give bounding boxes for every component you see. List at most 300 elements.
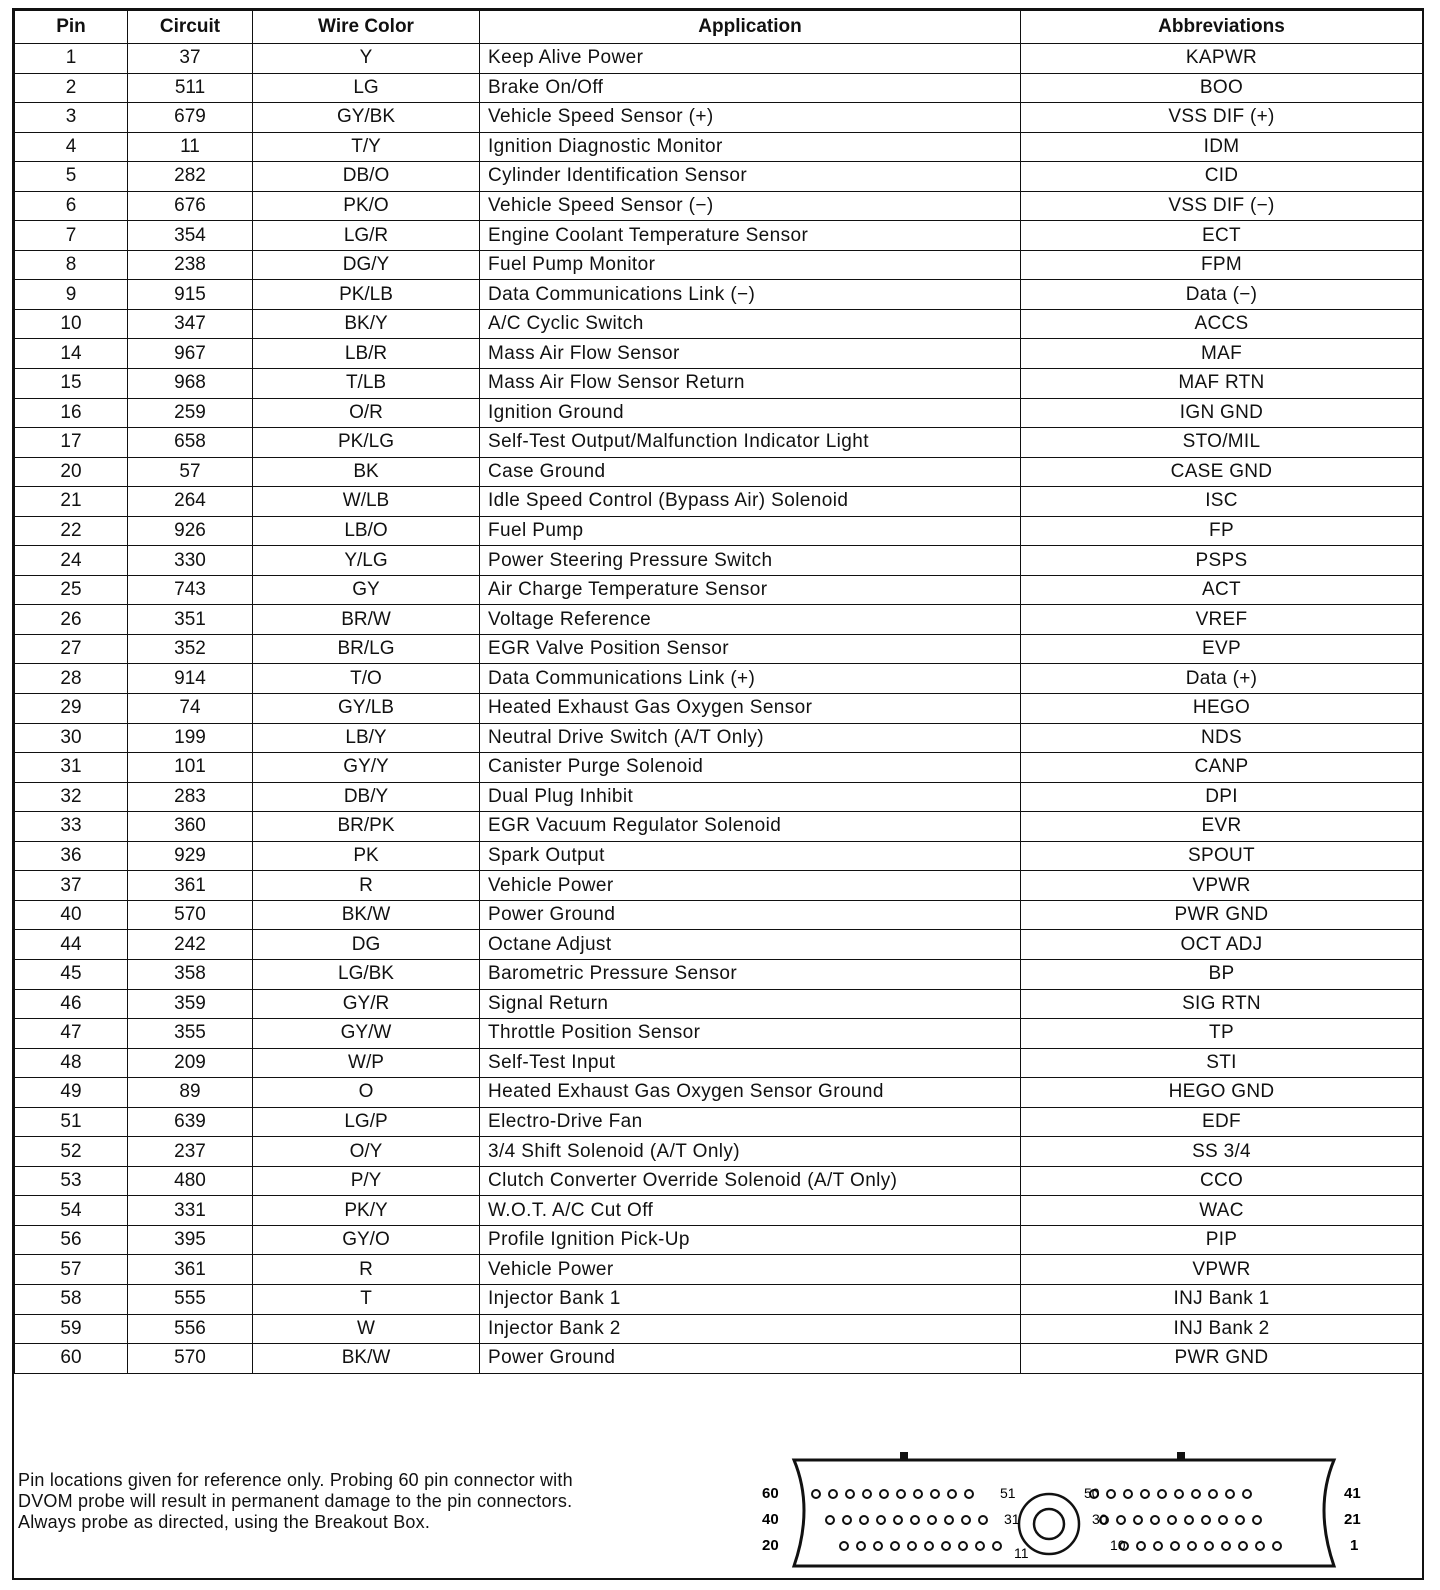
circuit-cell: 352: [128, 634, 253, 664]
pin-cell: 21: [15, 487, 128, 517]
pin-cell: 2: [15, 73, 128, 103]
connector-pin-dot: [860, 1516, 868, 1524]
circuit-cell: 11: [128, 132, 253, 162]
wire-color-cell: GY/R: [253, 989, 480, 1019]
wire-color-cell: R: [253, 1255, 480, 1285]
application-cell: 3/4 Shift Solenoid (A/T Only): [480, 1137, 1021, 1167]
table-row: [15, 694, 1423, 724]
application-cell: W.O.T. A/C Cut Off: [480, 1196, 1021, 1226]
pin-cell: 60: [15, 1344, 128, 1374]
application-cell: Spark Output: [480, 841, 1021, 871]
application-cell: Vehicle Power: [480, 871, 1021, 901]
connector-pin-dot: [1141, 1490, 1149, 1498]
connector-pin-dot: [1175, 1490, 1183, 1498]
wire-color-cell: GY/BK: [253, 103, 480, 133]
table-row: [15, 812, 1423, 842]
circuit-cell: 914: [128, 664, 253, 694]
pin-table: [14, 10, 1423, 1374]
connector-pin-dot: [1192, 1490, 1200, 1498]
label-pin-11: 11: [1014, 1545, 1029, 1561]
wire-color-cell: PK/LB: [253, 280, 480, 310]
table-row: [15, 1255, 1423, 1285]
abbreviation-cell: VSS DIF (−): [1021, 191, 1423, 221]
application-cell: Heated Exhaust Gas Oxygen Sensor: [480, 694, 1021, 724]
application-cell: Ignition Diagnostic Monitor: [480, 132, 1021, 162]
pin-chart-sheet: [12, 8, 1424, 1580]
table-row: [15, 516, 1423, 546]
connector-pin-dot: [1273, 1542, 1281, 1550]
wire-color-cell: GY: [253, 575, 480, 605]
connector-pin-dot: [911, 1516, 919, 1524]
circuit-cell: 259: [128, 398, 253, 428]
connector-pin-dot: [1236, 1516, 1244, 1524]
wire-color-cell: DB/O: [253, 162, 480, 192]
wire-color-cell: Y: [253, 44, 480, 74]
circuit-cell: 658: [128, 428, 253, 458]
abbreviation-cell: ISC: [1021, 487, 1423, 517]
abbreviation-cell: VREF: [1021, 605, 1423, 635]
pin-cell: 22: [15, 516, 128, 546]
wire-color-cell: BR/PK: [253, 812, 480, 842]
table-row: [15, 900, 1423, 930]
connector-pin-dot: [880, 1490, 888, 1498]
connector-pin-dot: [877, 1516, 885, 1524]
pin-cell: 20: [15, 457, 128, 487]
abbreviation-cell: SIG RTN: [1021, 989, 1423, 1019]
table-row: [15, 280, 1423, 310]
connector-pin-dot: [993, 1542, 1001, 1550]
application-cell: Fuel Pump: [480, 516, 1021, 546]
abbreviation-cell: CANP: [1021, 753, 1423, 783]
connector-pin-dot: [826, 1516, 834, 1524]
pin-cell: 33: [15, 812, 128, 842]
connector-pin-dot: [1185, 1516, 1193, 1524]
application-cell: Neutral Drive Switch (A/T Only): [480, 723, 1021, 753]
connector-pin-dot: [812, 1490, 820, 1498]
wire-color-cell: R: [253, 871, 480, 901]
abbreviation-cell: INJ Bank 1: [1021, 1284, 1423, 1314]
connector-pin-dot: [979, 1516, 987, 1524]
table-row: [15, 369, 1423, 399]
pin-cell: 4: [15, 132, 128, 162]
circuit-cell: 360: [128, 812, 253, 842]
label-pin-50: 50: [1084, 1485, 1100, 1501]
table-row: [15, 1107, 1423, 1137]
wire-color-cell: GY/W: [253, 1019, 480, 1049]
table-row: [15, 250, 1423, 280]
circuit-cell: 101: [128, 753, 253, 783]
pin-cell: 30: [15, 723, 128, 753]
connector-pin-dot: [1188, 1542, 1196, 1550]
pin-cell: 15: [15, 369, 128, 399]
label-pin-10: 10: [1110, 1537, 1126, 1553]
circuit-cell: 351: [128, 605, 253, 635]
abbreviation-cell: PWR GND: [1021, 900, 1423, 930]
pin-cell: 58: [15, 1284, 128, 1314]
connector-pin-dot: [857, 1542, 865, 1550]
abbreviation-cell: VSS DIF (+): [1021, 103, 1423, 133]
wire-color-cell: GY/Y: [253, 753, 480, 783]
circuit-cell: 358: [128, 959, 253, 989]
abbreviation-cell: WAC: [1021, 1196, 1423, 1226]
abbreviation-cell: IDM: [1021, 132, 1423, 162]
connector-pin-dot: [931, 1490, 939, 1498]
wire-color-cell: P/Y: [253, 1166, 480, 1196]
abbreviation-cell: PWR GND: [1021, 1344, 1423, 1374]
table-row: [15, 1314, 1423, 1344]
application-cell: A/C Cyclic Switch: [480, 309, 1021, 339]
note-line: Always probe as directed, using the Breakout Box.: [18, 1512, 431, 1532]
application-cell: Voltage Reference: [480, 605, 1021, 635]
wire-color-cell: LG: [253, 73, 480, 103]
pin-cell: 31: [15, 753, 128, 783]
circuit-cell: 556: [128, 1314, 253, 1344]
table-row: [15, 103, 1423, 133]
connector-pin-dot: [959, 1542, 967, 1550]
circuit-cell: 347: [128, 309, 253, 339]
circuit-cell: 511: [128, 73, 253, 103]
table-row: [15, 1019, 1423, 1049]
circuit-cell: 331: [128, 1196, 253, 1226]
application-cell: EGR Vacuum Regulator Solenoid: [480, 812, 1021, 842]
wire-color-cell: T/Y: [253, 132, 480, 162]
header-abbreviations: Abbreviations: [1021, 11, 1423, 44]
pin-cell: 59: [15, 1314, 128, 1344]
circuit-cell: 676: [128, 191, 253, 221]
pin-cell: 1: [15, 44, 128, 74]
abbreviation-cell: CCO: [1021, 1166, 1423, 1196]
connector-pin-dot: [897, 1490, 905, 1498]
connector-pin-dot: [840, 1542, 848, 1550]
wire-color-cell: BK/Y: [253, 309, 480, 339]
abbreviation-cell: ECT: [1021, 221, 1423, 251]
application-cell: Heated Exhaust Gas Oxygen Sensor Ground: [480, 1078, 1021, 1108]
circuit-cell: 242: [128, 930, 253, 960]
abbreviation-cell: SPOUT: [1021, 841, 1423, 871]
circuit-cell: 361: [128, 871, 253, 901]
connector-pin-dot: [1226, 1490, 1234, 1498]
application-cell: Throttle Position Sensor: [480, 1019, 1021, 1049]
wire-color-cell: PK/O: [253, 191, 480, 221]
pin-cell: 44: [15, 930, 128, 960]
label-pin-51: 51: [1000, 1485, 1016, 1501]
circuit-cell: 570: [128, 900, 253, 930]
table-row: [15, 871, 1423, 901]
pin-cell: 51: [15, 1107, 128, 1137]
circuit-cell: 359: [128, 989, 253, 1019]
connector-pin-dot: [908, 1542, 916, 1550]
wire-color-cell: BK/W: [253, 900, 480, 930]
abbreviation-cell: Data (−): [1021, 280, 1423, 310]
circuit-cell: 967: [128, 339, 253, 369]
header-pin: Pin: [15, 11, 128, 44]
wire-color-cell: LB/O: [253, 516, 480, 546]
table-row: [15, 162, 1423, 192]
connector-pin-dot: [863, 1490, 871, 1498]
pin-cell: 47: [15, 1019, 128, 1049]
connector-pin-dot: [1202, 1516, 1210, 1524]
label-pin-60: 60: [762, 1485, 779, 1502]
connector-pin-dot: [1137, 1542, 1145, 1550]
connector-pin-dot: [965, 1490, 973, 1498]
header-circuit: Circuit: [128, 11, 253, 44]
pin-cell: 6: [15, 191, 128, 221]
circuit-cell: 209: [128, 1048, 253, 1078]
wire-color-cell: O: [253, 1078, 480, 1108]
connector-pin-dot: [914, 1490, 922, 1498]
connector-key-left: [900, 1452, 908, 1460]
application-cell: Ignition Ground: [480, 398, 1021, 428]
wire-color-cell: Y/LG: [253, 546, 480, 576]
connector-pin-dot: [894, 1516, 902, 1524]
circuit-cell: 361: [128, 1255, 253, 1285]
pin-cell: 49: [15, 1078, 128, 1108]
circuit-cell: 355: [128, 1019, 253, 1049]
application-cell: Vehicle Power: [480, 1255, 1021, 1285]
table-row: [15, 339, 1423, 369]
application-cell: Power Steering Pressure Switch: [480, 546, 1021, 576]
abbreviation-cell: FP: [1021, 516, 1423, 546]
abbreviation-cell: FPM: [1021, 250, 1423, 280]
application-cell: Dual Plug Inhibit: [480, 782, 1021, 812]
application-cell: Data Communications Link (+): [480, 664, 1021, 694]
application-cell: Power Ground: [480, 1344, 1021, 1374]
abbreviation-cell: HEGO: [1021, 694, 1423, 724]
connector-pin-dot: [874, 1542, 882, 1550]
application-cell: Injector Bank 1: [480, 1284, 1021, 1314]
wire-color-cell: LG/BK: [253, 959, 480, 989]
wire-color-cell: DG: [253, 930, 480, 960]
circuit-cell: 238: [128, 250, 253, 280]
table-row: [15, 1284, 1423, 1314]
abbreviation-cell: STO/MIL: [1021, 428, 1423, 458]
application-cell: Case Ground: [480, 457, 1021, 487]
application-cell: Keep Alive Power: [480, 44, 1021, 74]
connector-pin-dot: [1134, 1516, 1142, 1524]
table-row: [15, 723, 1423, 753]
application-cell: Vehicle Speed Sensor (+): [480, 103, 1021, 133]
circuit-cell: 37: [128, 44, 253, 74]
label-pin-20: 20: [762, 1537, 779, 1554]
application-cell: Electro-Drive Fan: [480, 1107, 1021, 1137]
connector-pin-dot: [1222, 1542, 1230, 1550]
connector-pin-dot: [976, 1542, 984, 1550]
abbreviation-cell: IGN GND: [1021, 398, 1423, 428]
abbreviation-cell: DPI: [1021, 782, 1423, 812]
circuit-cell: 282: [128, 162, 253, 192]
connector-pin-dot: [1256, 1542, 1264, 1550]
pin-cell: 56: [15, 1225, 128, 1255]
table-row: [15, 605, 1423, 635]
wire-color-cell: LG/R: [253, 221, 480, 251]
abbreviation-cell: BP: [1021, 959, 1423, 989]
connector-pin-dot: [1117, 1516, 1125, 1524]
application-cell: Octane Adjust: [480, 930, 1021, 960]
table-row: [15, 1137, 1423, 1167]
application-cell: Self-Test Output/Malfunction Indicator Light: [480, 428, 1021, 458]
pin-cell: 27: [15, 634, 128, 664]
abbreviation-cell: PSPS: [1021, 546, 1423, 576]
pin-cell: 48: [15, 1048, 128, 1078]
application-cell: Vehicle Speed Sensor (−): [480, 191, 1021, 221]
connector-pin-dot: [1219, 1516, 1227, 1524]
label-pin-40: 40: [762, 1511, 779, 1528]
pin-cell: 26: [15, 605, 128, 635]
application-cell: Fuel Pump Monitor: [480, 250, 1021, 280]
application-cell: Power Ground: [480, 900, 1021, 930]
header-wire-color: Wire Color: [253, 11, 480, 44]
circuit-cell: 89: [128, 1078, 253, 1108]
note-line: DVOM probe will result in permanent damage to the pin connectors.: [18, 1491, 573, 1511]
pin-cell: 17: [15, 428, 128, 458]
connector-pin-dot: [1253, 1516, 1261, 1524]
pin-cell: 40: [15, 900, 128, 930]
abbreviation-cell: MAF RTN: [1021, 369, 1423, 399]
pin-cell: 57: [15, 1255, 128, 1285]
connector-pin-dot: [846, 1490, 854, 1498]
wire-color-cell: BK/W: [253, 1344, 480, 1374]
table-row: [15, 191, 1423, 221]
wire-color-cell: BR/W: [253, 605, 480, 635]
table-row: [15, 841, 1423, 871]
wire-color-cell: W/P: [253, 1048, 480, 1078]
application-cell: Idle Speed Control (Bypass Air) Solenoid: [480, 487, 1021, 517]
circuit-cell: 639: [128, 1107, 253, 1137]
circuit-cell: 743: [128, 575, 253, 605]
application-cell: Profile Ignition Pick-Up: [480, 1225, 1021, 1255]
table-row: [15, 1344, 1423, 1374]
connector-pin-dot: [1107, 1490, 1115, 1498]
circuit-cell: 570: [128, 1344, 253, 1374]
connector-pin-dot: [1243, 1490, 1251, 1498]
application-cell: Canister Purge Solenoid: [480, 753, 1021, 783]
circuit-cell: 968: [128, 369, 253, 399]
connector-pin-dot: [1209, 1490, 1217, 1498]
circuit-cell: 395: [128, 1225, 253, 1255]
abbreviation-cell: STI: [1021, 1048, 1423, 1078]
abbreviation-cell: PIP: [1021, 1225, 1423, 1255]
table-row: [15, 1078, 1423, 1108]
wire-color-cell: GY/O: [253, 1225, 480, 1255]
pin-cell: 10: [15, 309, 128, 339]
connector-pin-dot: [945, 1516, 953, 1524]
wire-color-cell: DB/Y: [253, 782, 480, 812]
circuit-cell: 74: [128, 694, 253, 724]
circuit-cell: 480: [128, 1166, 253, 1196]
pin-cell: 7: [15, 221, 128, 251]
pin-cell: 46: [15, 989, 128, 1019]
circuit-cell: 199: [128, 723, 253, 753]
label-pin-30: 30: [1092, 1511, 1108, 1527]
abbreviation-cell: Data (+): [1021, 664, 1423, 694]
connector-pin-dot: [925, 1542, 933, 1550]
pin-cell: 54: [15, 1196, 128, 1226]
pin-cell: 5: [15, 162, 128, 192]
pin-cell: 8: [15, 250, 128, 280]
pin-cell: 3: [15, 103, 128, 133]
pin-cell: 28: [15, 664, 128, 694]
label-pin-21: 21: [1344, 1511, 1361, 1528]
header-application: Application: [480, 11, 1021, 44]
pin-cell: 53: [15, 1166, 128, 1196]
pin-cell: 32: [15, 782, 128, 812]
pin-cell: 45: [15, 959, 128, 989]
footer-section: [14, 1428, 1422, 1578]
label-pin-31: 31: [1004, 1511, 1020, 1527]
center-socket-inner: [1034, 1509, 1064, 1539]
wire-color-cell: T/LB: [253, 369, 480, 399]
abbreviation-cell: CID: [1021, 162, 1423, 192]
wire-color-cell: BK: [253, 457, 480, 487]
circuit-cell: 679: [128, 103, 253, 133]
table-row: [15, 959, 1423, 989]
table-row: [15, 73, 1423, 103]
circuit-cell: 926: [128, 516, 253, 546]
application-cell: Mass Air Flow Sensor Return: [480, 369, 1021, 399]
application-cell: EGR Valve Position Sensor: [480, 634, 1021, 664]
pin-cell: 36: [15, 841, 128, 871]
wire-color-cell: O/Y: [253, 1137, 480, 1167]
wire-color-cell: LB/Y: [253, 723, 480, 753]
wire-color-cell: BR/LG: [253, 634, 480, 664]
connector-pin-dot: [928, 1516, 936, 1524]
application-cell: Barometric Pressure Sensor: [480, 959, 1021, 989]
abbreviation-cell: SS 3/4: [1021, 1137, 1423, 1167]
connector-pin-dot: [962, 1516, 970, 1524]
label-pin-41: 41: [1344, 1485, 1361, 1502]
connector-60-pin-diagram: [754, 1448, 1374, 1573]
connector-pin-dot: [1168, 1516, 1176, 1524]
abbreviation-cell: MAF: [1021, 339, 1423, 369]
abbreviation-cell: HEGO GND: [1021, 1078, 1423, 1108]
wire-color-cell: PK/Y: [253, 1196, 480, 1226]
table-row: [15, 1166, 1423, 1196]
application-cell: Engine Coolant Temperature Sensor: [480, 221, 1021, 251]
table-row: [15, 782, 1423, 812]
wire-color-cell: LB/R: [253, 339, 480, 369]
table-row: [15, 132, 1423, 162]
abbreviation-cell: VPWR: [1021, 1255, 1423, 1285]
table-row: [15, 309, 1423, 339]
abbreviation-cell: VPWR: [1021, 871, 1423, 901]
connector-pin-dot: [1124, 1490, 1132, 1498]
pin-cell: 14: [15, 339, 128, 369]
application-cell: Mass Air Flow Sensor: [480, 339, 1021, 369]
connector-pin-dot: [1158, 1490, 1166, 1498]
table-row: [15, 546, 1423, 576]
note-line: Pin locations given for reference only. Probing 60 pin connector with: [18, 1470, 573, 1490]
table-row: [15, 1196, 1423, 1226]
circuit-cell: 354: [128, 221, 253, 251]
abbreviation-cell: EDF: [1021, 1107, 1423, 1137]
wire-color-cell: W: [253, 1314, 480, 1344]
pin-cell: 52: [15, 1137, 128, 1167]
table-row: [15, 428, 1423, 458]
wire-color-cell: PK: [253, 841, 480, 871]
wire-color-cell: DG/Y: [253, 250, 480, 280]
label-pin-1: 1: [1350, 1537, 1359, 1554]
abbreviation-cell: EVR: [1021, 812, 1423, 842]
wire-color-cell: T: [253, 1284, 480, 1314]
application-cell: Brake On/Off: [480, 73, 1021, 103]
table-header-row: [15, 11, 1423, 44]
application-cell: Cylinder Identification Sensor: [480, 162, 1021, 192]
application-cell: Clutch Converter Override Solenoid (A/T Only): [480, 1166, 1021, 1196]
wire-color-cell: LG/P: [253, 1107, 480, 1137]
circuit-cell: 57: [128, 457, 253, 487]
pin-cell: 16: [15, 398, 128, 428]
table-row: [15, 398, 1423, 428]
